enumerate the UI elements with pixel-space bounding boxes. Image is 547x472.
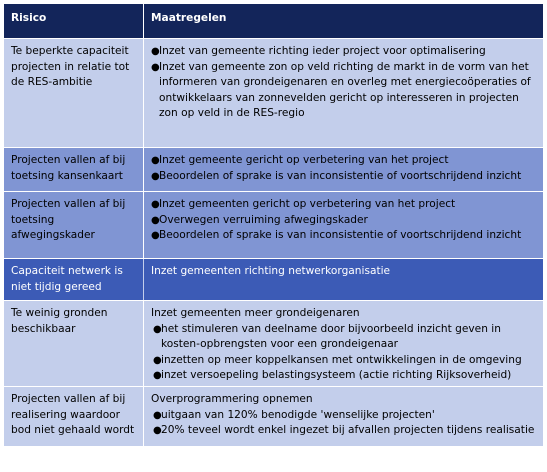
header-risk: Risico <box>4 4 144 38</box>
bullet-icon: ● <box>151 155 160 166</box>
bullet-icon: ● <box>151 61 160 73</box>
list-item: ● Overwegen verruiming afwegingskader <box>151 213 537 229</box>
list-item: ● 20% teveel wordt enkel ingezet bij afvallen projecten tijdens realisatie <box>151 423 537 439</box>
list-item: ● het stimuleren van deelname door bijvoorbeeld inzicht geven in kosten-opbrengsten voor een grondeigenaar <box>153 322 501 350</box>
measures-cell: Inzet gemeenten richting netwerkorganisatie <box>144 259 543 300</box>
measures-intro: Inzet gemeenten meer grondeigenaren <box>151 307 360 319</box>
list-item: ● Inzet gemeente gericht op verbetering van het project <box>151 153 537 169</box>
measures-cell <box>144 301 543 386</box>
risk-cell: Te beperkte capaciteit projecten in relatie tot de RES-ambitie <box>4 39 144 147</box>
risk-cell: Projecten vallen af bij toetsing afwegingskader <box>4 192 144 258</box>
bullet-icon: ● <box>151 46 160 57</box>
bullet-icon: ● <box>153 409 162 421</box>
measures-intro: Overprogrammering opnemen <box>151 393 313 405</box>
list-item: ● inzetten op meer koppelkansen met ontwikkelingen in de omgeving <box>151 353 537 369</box>
measures-cell <box>144 39 543 147</box>
list-item: ● inzet versoepeling belastingsysteem (actie richting Rijksoverheid) <box>151 368 537 384</box>
bullet-icon: ● <box>153 323 162 335</box>
measures-cell <box>144 192 543 258</box>
risk-cell: Capaciteit netwerk is niet tijdig gereed <box>4 259 144 300</box>
table-row <box>4 386 543 446</box>
bullet-icon: ● <box>151 230 160 241</box>
risk-cell: Projecten vallen af bij toetsing kansenkaart <box>4 148 144 191</box>
table-row <box>4 258 543 300</box>
list-item: ● Inzet van gemeente zon op veld richting de markt in de vorm van het informeren van grondeigenaren en overleg met energiecoöperaties of ontwikkelaars van zonnevelden gericht op interesseren in projecten zon op veld in de RES-regio <box>151 60 531 119</box>
list-item: ● Beoordelen of sprake is van inconsistentie of voortschrijdend inzicht <box>151 228 537 244</box>
risk-cell: Projecten vallen af bij realisering waardoor bod niet gehaald wordt <box>4 387 144 446</box>
list-item: ● Beoordelen of sprake is van inconsistentie of voortschrijdend inzicht <box>151 169 537 185</box>
bullet-icon: ● <box>153 425 162 436</box>
table-row <box>4 147 543 191</box>
table-row <box>4 38 543 147</box>
bullet-icon: ● <box>151 214 160 226</box>
table-row <box>4 191 543 258</box>
list-item: ● Inzet van gemeente richting ieder project voor optimalisering <box>151 44 537 60</box>
measures-cell <box>144 148 543 191</box>
list-item: ● Inzet gemeenten gericht op verbetering van het project <box>151 197 537 213</box>
table-header-row <box>4 4 543 38</box>
table-row <box>4 300 543 386</box>
risk-measures-table <box>3 3 544 447</box>
risk-cell: Te weinig gronden beschikbaar <box>4 301 144 386</box>
header-measures: Maatregelen <box>144 4 543 38</box>
list-item: ● uitgaan van 120% benodigde 'wenselijke projecten' <box>151 408 537 424</box>
bullet-icon: ● <box>153 354 162 366</box>
bullet-icon: ● <box>151 170 160 182</box>
measures-cell <box>144 387 543 446</box>
bullet-icon: ● <box>151 199 160 210</box>
bullet-icon: ● <box>153 370 162 381</box>
